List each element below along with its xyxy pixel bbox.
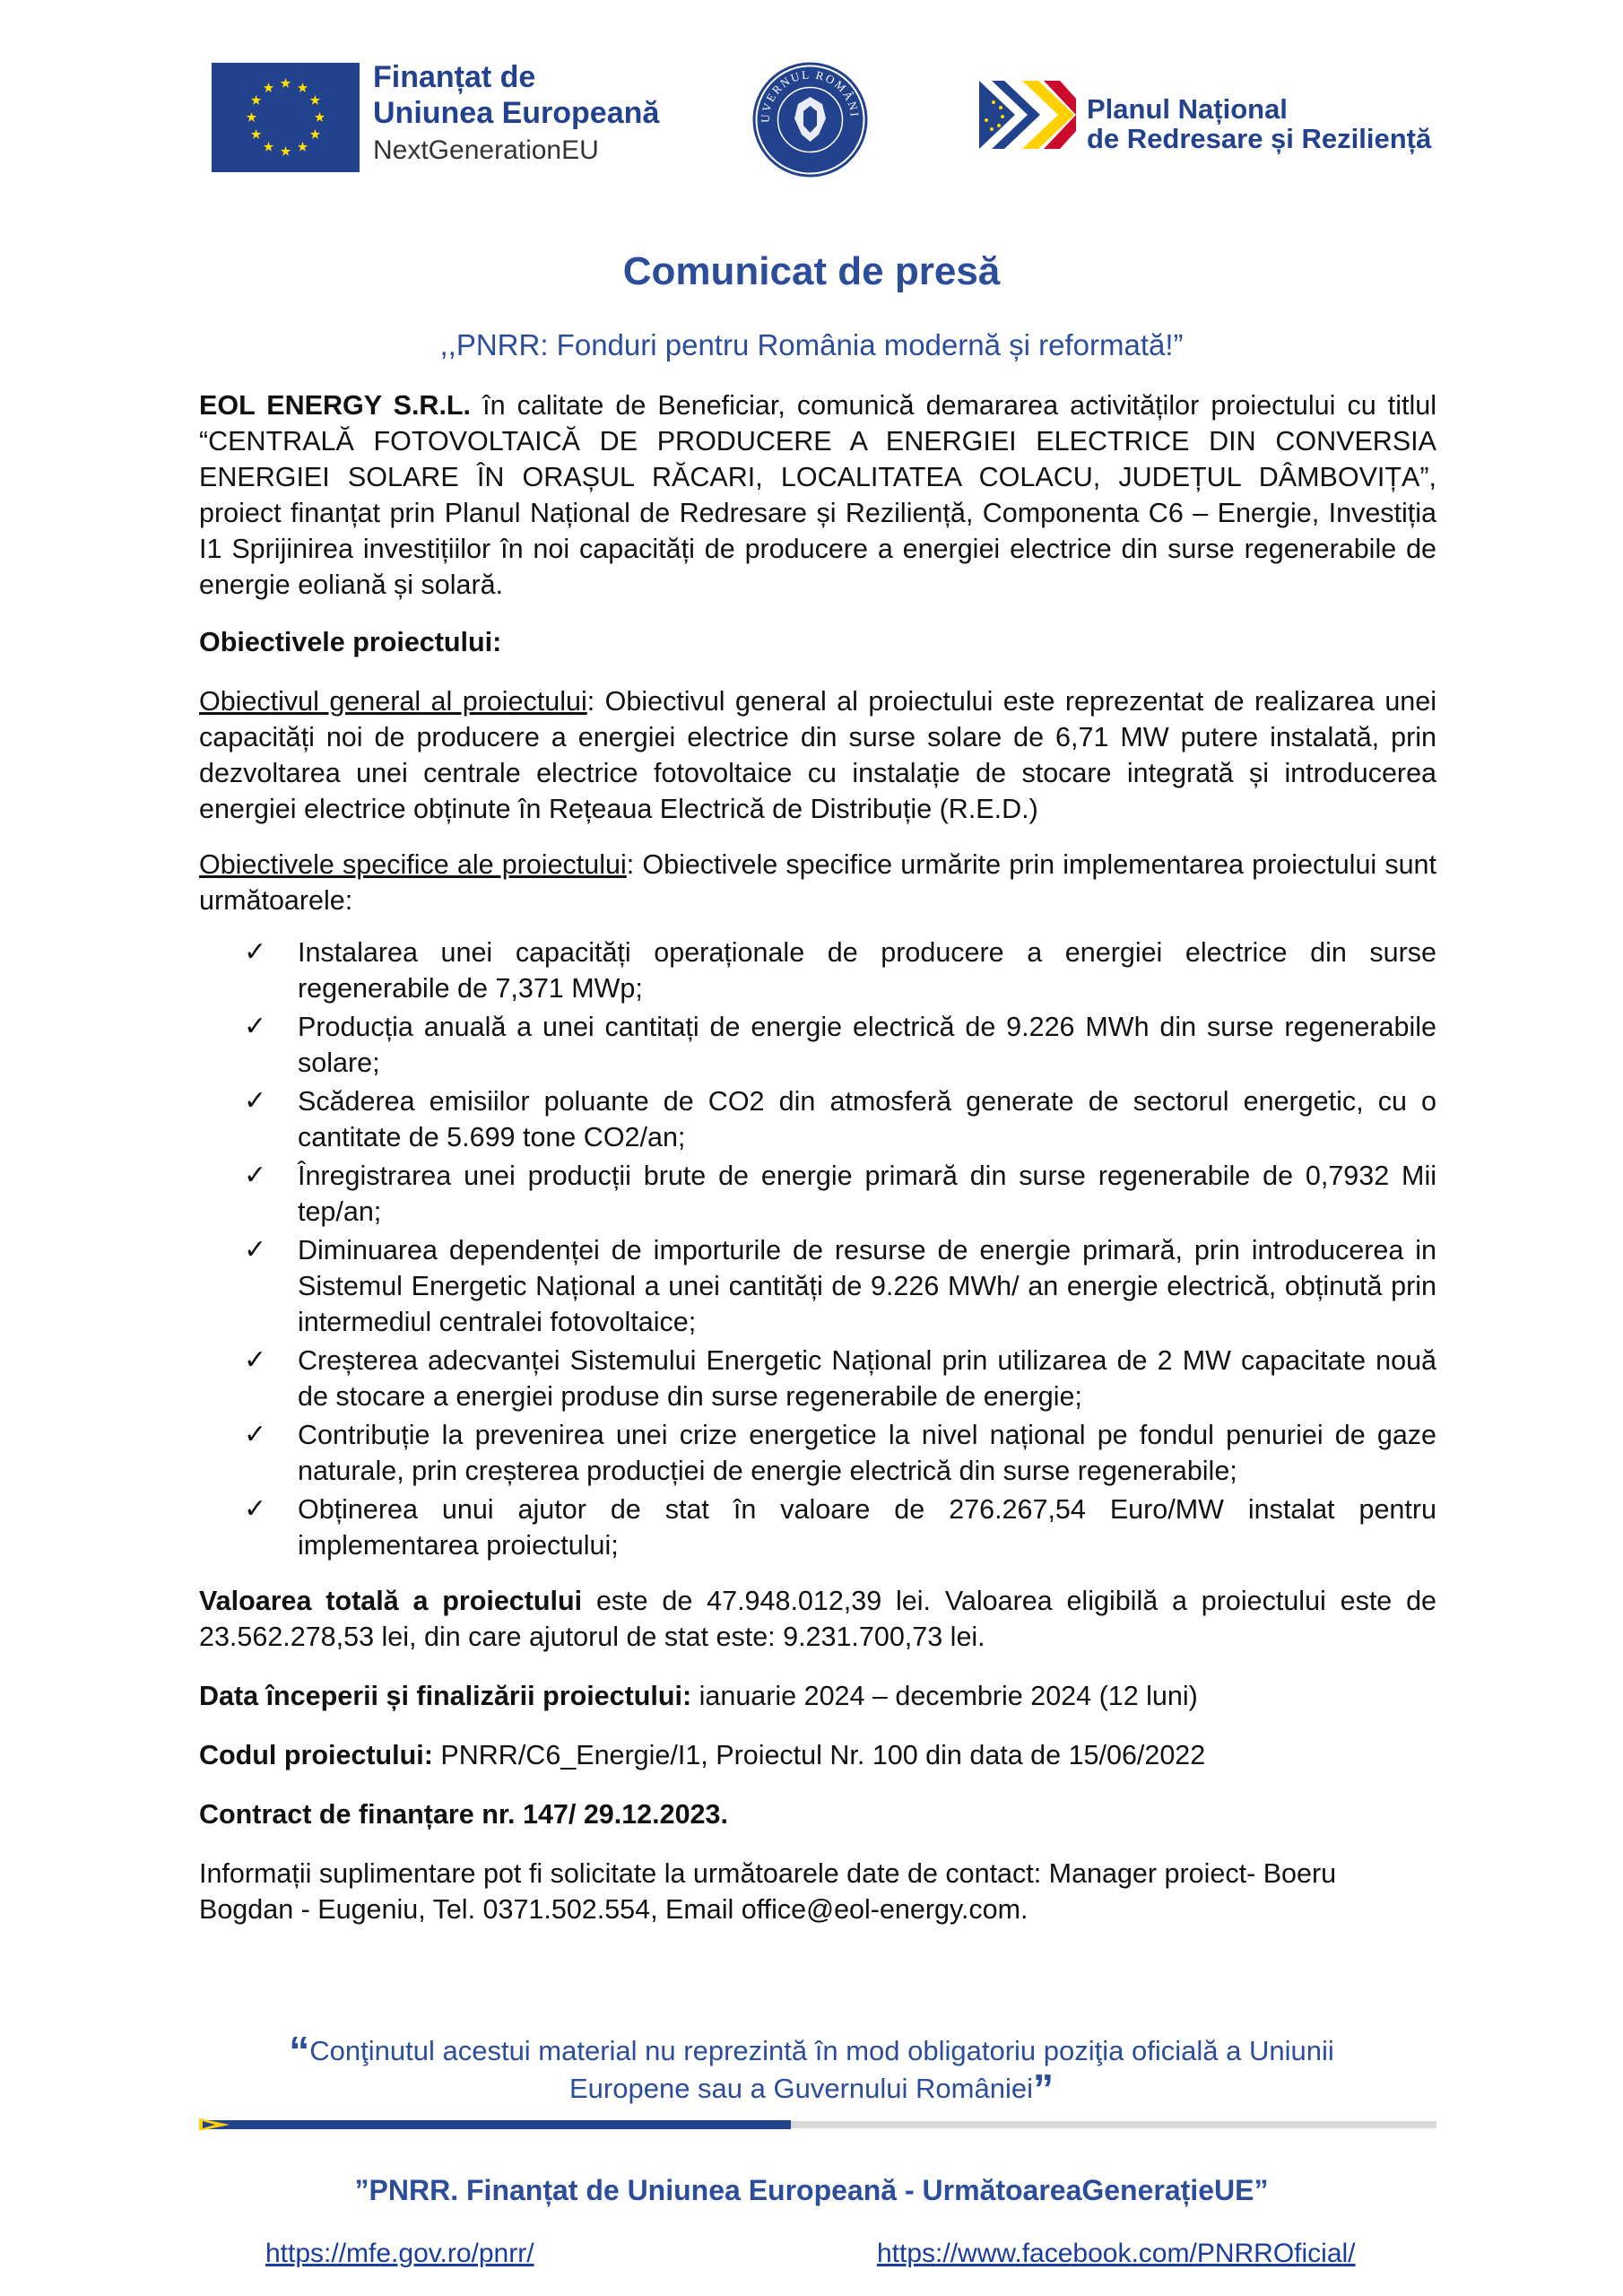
page-title: Comunicat de presă: [622, 249, 1001, 293]
list-item: [199, 1158, 1436, 1230]
list-item-text: Producția anuală a unei cantitați de energie electrică de 9.226 MWh din surse regenerabile solare;: [298, 1012, 1436, 1078]
project-dates-label: Data începerii și finalizării proiectului:: [199, 1681, 692, 1711]
project-code-text: PNRR/C6_Energie/I1, Proiectul Nr. 100 din data de 15/06/2022: [432, 1740, 1206, 1770]
check-icon: ✓: [244, 1161, 267, 1190]
list-item-text: Obținerea unui ajutor de stat în valoare de 276.267,54 Euro/MW instalat pentru implementarea proiectului;: [298, 1494, 1436, 1561]
contract-paragraph: Contract de finanțare nr. 147/ 29.12.2023.: [199, 1799, 728, 1830]
eu-line-1: Finanțat de: [373, 60, 536, 94]
eu-flag-icon: [212, 63, 360, 172]
check-icon: ✓: [244, 1345, 267, 1375]
document-body: [199, 387, 1436, 1927]
company-name: EOL ENERGY S.R.L.: [199, 390, 472, 421]
eu-line-3: NextGenerationEU: [373, 135, 599, 166]
general-objective-label: Obiectivul general al proiectului: [199, 686, 587, 717]
header-logos: [0, 56, 1623, 190]
check-icon: ✓: [244, 1012, 267, 1041]
mfe-link[interactable]: https://mfe.gov.ro/pnrr/: [265, 2239, 534, 2268]
project-code-paragraph: [199, 1737, 1436, 1773]
list-item: [199, 1009, 1436, 1081]
disclaimer-text: Conţinutul acestui material nu reprezintă în mod obligatoriu poziţia oficială a Uniunii Europene sau a Guvernului României: [309, 2035, 1334, 2104]
list-item: [199, 1232, 1436, 1340]
intro-paragraph: [199, 387, 1436, 603]
pnrr-line-2: de Redresare și Reziliență: [1087, 122, 1432, 154]
footer-slogan: ”PNRR. Finanțat de Uniunea Europeană - UrmătoareaGenerațieUE”: [354, 2174, 1269, 2206]
project-dates-paragraph: [199, 1678, 1436, 1714]
list-item-text: Scăderea emisiilor poluante de CO2 din atmosferă generate de sectorul energetic, cu o cantitate de 5.699 tone CO2/an;: [298, 1086, 1436, 1152]
total-value-text: este de 47.948.012,39 lei. Valoarea eligibilă a proiectului este de 23.562.278,53 lei, din care ajutorul de stat este: 9.231.700,73 lei.: [199, 1586, 1437, 1652]
disclaimer: [242, 2028, 1381, 2112]
eu-line-2: Uniunea Europeană: [373, 96, 660, 131]
check-icon: ✓: [244, 1235, 267, 1265]
gov-seal-lettering-svg: [750, 59, 871, 180]
total-value-paragraph: [199, 1583, 1436, 1655]
intro-text: în calitate de Beneficiar, comunică demararea activităților proiectului cu titlul “CENTRALĂ FOTOVOLTAICĂ DE PRODUCERE A ENERGIEI ELECTRICE DIN CONVERSIA ENERGIEI SOLARE ÎN ORAȘUL RĂCARI, LOCALITATEA COLACU, JUDEȚUL DÂMBOVIȚA”, proiect finanțat prin Planul Național de Redresare și Reziliență, Componenta C6 – Energie, Investiția I1 Sprijinirea investițiilor în noi capacități de producere a energiei electrice din surse regenerabile de energie eoliană și solară.: [199, 390, 1436, 600]
general-objective-paragraph: [199, 683, 1436, 827]
eu-funding-text: [373, 59, 659, 167]
pnrr-text: [1087, 95, 1431, 153]
list-item: [199, 1417, 1436, 1489]
list-item: [199, 1083, 1436, 1155]
contact-paragraph: Informații suplimentare pot fi solicitate la următoarele date de contact: Manager proiect- Boeru Bogdan - Eugeniu, Tel. 0371.502.554, Email office@eol-energy.com.: [199, 1858, 1337, 1925]
pnrr-logo-icon: [979, 81, 1076, 149]
list-item: [199, 935, 1436, 1006]
page-subtitle: ,,PNRR: Fonduri pentru România modernă și reformată!”: [439, 328, 1184, 361]
project-code-label: Codul proiectului:: [199, 1740, 433, 1770]
open-quote: “: [289, 2028, 310, 2074]
svg-text:GUVERNUL ROMÂNIEI: [750, 59, 862, 123]
objectives-heading: Obiectivele proiectului:: [199, 627, 502, 657]
close-quote: ”: [1032, 2066, 1054, 2112]
gov-seal-lettering: [750, 59, 871, 180]
list-item-text: Instalarea unei capacități operaționale de producere a energiei electrice din surse regenerabile de 7,371 MWp;: [298, 937, 1436, 1004]
list-item: [199, 1492, 1436, 1563]
check-icon: ✓: [244, 1494, 267, 1524]
specific-objectives-text: : Obiectivele specifice urmărite prin implementarea proiectului sunt următoarele:: [199, 849, 1436, 916]
specific-objectives-list: [199, 935, 1436, 1563]
check-icon: ✓: [244, 937, 267, 967]
list-item-text: Contribuție la prevenirea unei crize energetice la nivel național pe fondul penuriei de gaze naturale, prin creșterea producției de energie electrică din surse regenerabile;: [298, 1420, 1436, 1486]
check-icon: ✓: [244, 1086, 267, 1116]
footer-divider-bar: [199, 2118, 1436, 2130]
facebook-link[interactable]: https://www.facebook.com/PNRROficial/: [877, 2239, 1356, 2268]
list-item-text: Diminuarea dependenței de importurile de resurse de energie primară, prin introducerea in Sistemul Energetic Național a unei cantități de 9.226 MWh/ an energie electrică, obținută prin intermediul centralei fotovoltaice;: [298, 1235, 1436, 1337]
check-icon: ✓: [244, 1420, 267, 1449]
list-item-text: Creșterea adecvanței Sistemului Energetic Național prin utilizarea de 2 MW capacitate nouă de stocare a energiei produse din surse regenerabile de energie;: [298, 1345, 1436, 1412]
specific-objectives-label: Obiectivele specifice ale proiectului: [199, 849, 627, 880]
list-item: [199, 1343, 1436, 1414]
specific-objectives-paragraph: [199, 847, 1436, 918]
gov-seal-text: UVERNUL ROMÂNI: [758, 67, 863, 124]
pnrr-line-1: Planul Național: [1087, 93, 1288, 125]
project-dates-text: ianuarie 2024 – decembrie 2024 (12 luni): [691, 1681, 1198, 1711]
list-item-text: Înregistrarea unei producții brute de energie primară din surse regenerabile de 0,7932 Mii tep/an;: [298, 1161, 1436, 1227]
general-objective-text: : Obiectivul general al proiectului este reprezentat de realizarea unei capacități noi de producere a energiei electrice din surse solare de 6,71 MW putere instalată, prin dezvoltarea unei centrale electrice fotovoltaice cu instalație de stocare integrată și introducerea energiei electrice obținute în Rețeaua Electrică de Distribuție (R.E.D.): [199, 686, 1436, 824]
total-value-label: Valoarea totală a proiectului: [199, 1586, 583, 1616]
